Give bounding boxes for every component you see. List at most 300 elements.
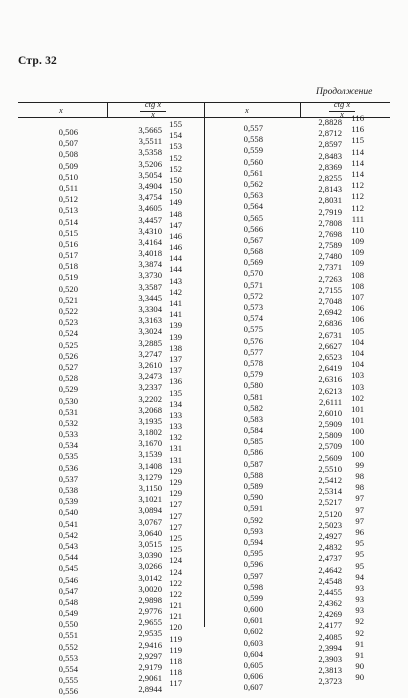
x-value: 0,546: [58, 574, 78, 585]
left-ctg-column: [120, 125, 162, 696]
x-value: 0,599: [243, 592, 263, 603]
x-value: 0,517: [58, 250, 78, 261]
x-value: 0,540: [58, 507, 78, 518]
right-x-column: [225, 123, 263, 694]
difference-value: 116: [351, 124, 364, 135]
x-value: 0,513: [58, 205, 78, 216]
difference-value: 125: [169, 532, 182, 543]
x-value: 0,569: [243, 257, 263, 268]
difference-value: 109: [351, 236, 364, 247]
ctg-value: 2,6010: [318, 407, 342, 418]
difference-value: 144: [169, 253, 182, 264]
ctg-value: 2,9416: [138, 639, 162, 650]
x-value: 0,582: [243, 402, 263, 413]
x-value: 0,576: [243, 335, 263, 346]
x-value: 0,533: [58, 429, 78, 440]
x-value: 0,509: [58, 160, 78, 171]
difference-value: 127: [169, 510, 182, 521]
x-value: 0,510: [58, 171, 78, 182]
x-value: 0,541: [58, 518, 78, 529]
ctg-value: 2,6942: [318, 307, 342, 318]
x-value: 0,572: [243, 290, 263, 301]
difference-value: 152: [169, 163, 182, 174]
x-value: 0,568: [243, 246, 263, 257]
difference-value: 107: [351, 292, 364, 302]
ctg-value: 3,4018: [138, 248, 162, 259]
ctg-value: 2,5609: [318, 452, 342, 463]
x-value: 0,580: [243, 380, 263, 391]
difference-value: 95: [355, 549, 364, 560]
ctg-value: 2,9655: [138, 617, 162, 628]
right-x-header: x: [245, 105, 249, 115]
ctg-value: 3,4310: [138, 225, 162, 236]
ctg-value: 2,5412: [318, 475, 342, 485]
difference-value: 139: [169, 320, 182, 331]
difference-value: 104: [351, 359, 364, 370]
ctg-value: 2,9297: [138, 650, 162, 661]
ctg-value: 2,3994: [318, 642, 342, 653]
ctg-value: 2,3813: [318, 665, 342, 676]
difference-value: 93: [355, 582, 364, 593]
ctg-value: 2,7698: [318, 228, 342, 239]
x-value: 0,583: [243, 413, 263, 424]
ctg-value: 2,4642: [318, 564, 342, 575]
difference-value: 149: [169, 197, 182, 208]
ctg-value: 3,5665: [138, 125, 162, 135]
difference-value: 124: [169, 566, 182, 577]
ctg-value: 2,7919: [318, 206, 342, 217]
x-value: 0,584: [243, 425, 263, 436]
x-value: 0,516: [58, 238, 78, 249]
ctg-value: 2,4548: [318, 575, 342, 586]
ctg-value: 2,3903: [318, 654, 342, 664]
ctg-value: 2,4455: [318, 586, 342, 597]
ctg-value: 2,5909: [318, 419, 342, 430]
difference-value: 95: [355, 560, 364, 571]
x-value: 0,554: [58, 664, 78, 674]
x-value: 0,601: [243, 615, 263, 626]
x-value: 0,570: [243, 268, 263, 279]
x-value: 0,587: [243, 458, 263, 469]
x-value: 0,526: [58, 350, 78, 361]
difference-value: 137: [169, 365, 182, 376]
column-separator-middle: [204, 102, 205, 627]
x-value: 0,560: [243, 156, 263, 167]
x-value: 0,521: [58, 294, 78, 305]
ctg-value: 3,2202: [138, 393, 162, 404]
ctg-value: 2,6213: [318, 385, 342, 396]
difference-value: 101: [351, 415, 364, 426]
difference-value: 93: [355, 605, 364, 616]
ctg-value: 2,7589: [318, 240, 342, 251]
x-value: 0,603: [243, 637, 263, 648]
x-value: 0,557: [243, 123, 263, 133]
difference-value: 131: [169, 454, 182, 465]
x-value: 0,529: [58, 384, 78, 395]
difference-value: 108: [351, 280, 364, 291]
difference-value: 120: [169, 622, 182, 633]
difference-value: 146: [169, 242, 182, 253]
ctg-value: 3,5206: [138, 158, 162, 169]
ctg-value: 3,3587: [138, 281, 162, 292]
x-value: 0,528: [58, 373, 78, 384]
x-value: 0,519: [58, 272, 78, 283]
ctg-value: 2,3723: [318, 676, 342, 687]
ctg-value: 2,8483: [318, 150, 342, 161]
x-value: 0,534: [58, 440, 78, 451]
difference-value: 118: [169, 656, 182, 666]
x-value: 0,604: [243, 648, 263, 659]
difference-value: 141: [169, 298, 182, 308]
ctg-value: 2,5314: [318, 486, 342, 497]
difference-value: 152: [169, 152, 182, 163]
difference-value: 99: [355, 459, 364, 470]
difference-value: 133: [169, 421, 182, 432]
difference-value: 101: [351, 403, 364, 414]
ctg-value: 3,0767: [138, 516, 162, 527]
x-value: 0,581: [243, 391, 263, 402]
ctg-value: 2,7155: [318, 284, 342, 295]
x-value: 0,567: [243, 234, 263, 245]
x-value: 0,579: [243, 369, 263, 380]
left-x-header: x: [59, 105, 63, 115]
ctg-value: 2,8828: [318, 117, 342, 127]
difference-value: 141: [169, 309, 182, 320]
ctg-value: 2,8031: [318, 195, 342, 206]
column-separator-right: [300, 102, 301, 118]
x-value: 0,591: [243, 503, 263, 514]
ctg-value: 2,8143: [318, 184, 342, 195]
x-value: 0,535: [58, 451, 78, 462]
difference-value: 127: [169, 521, 182, 532]
ctg-value: 2,7371: [318, 262, 342, 273]
difference-value: 144: [169, 264, 182, 275]
difference-value: 109: [351, 258, 364, 269]
x-value: 0,531: [58, 406, 78, 417]
difference-value: 146: [169, 230, 182, 241]
page-number: Стр. 32: [18, 55, 57, 67]
difference-value: 150: [169, 186, 182, 197]
difference-value: 114: [351, 157, 364, 168]
ctg-value: 2,6627: [318, 340, 342, 351]
difference-value: 100: [351, 437, 364, 448]
x-value: 0,548: [58, 596, 78, 607]
difference-value: 97: [355, 504, 364, 515]
right-diff-column: [346, 113, 364, 684]
ctg-value: 3,3024: [138, 326, 162, 337]
difference-value: 91: [355, 638, 364, 649]
x-value: 0,558: [243, 134, 263, 145]
difference-value: 116: [351, 113, 364, 123]
difference-value: 138: [169, 342, 182, 353]
difference-value: 108: [351, 269, 364, 280]
x-value: 0,543: [58, 540, 78, 551]
x-value: 0,550: [58, 619, 78, 630]
x-value: 0,555: [58, 675, 78, 686]
x-value: 0,600: [243, 604, 263, 615]
x-value: 0,545: [58, 563, 78, 574]
ctg-value: 2,8712: [318, 128, 342, 139]
ctg-value: 3,2885: [138, 337, 162, 348]
x-value: 0,552: [58, 641, 78, 652]
ctg-value: 3,3874: [138, 259, 162, 270]
ctg-value: 2,8369: [318, 161, 342, 172]
x-value: 0,592: [243, 514, 263, 525]
ctg-value: 3,3730: [138, 270, 162, 281]
x-value: 0,602: [243, 626, 263, 637]
difference-value: 119: [169, 633, 182, 644]
ctg-value: 3,2610: [138, 359, 162, 370]
difference-value: 132: [169, 432, 182, 443]
x-value: 0,607: [243, 682, 263, 693]
x-value: 0,506: [58, 127, 78, 137]
ctg-value: 2,4737: [318, 553, 342, 564]
ctg-value: 3,5358: [138, 147, 162, 158]
difference-value: 98: [355, 471, 364, 481]
x-value: 0,566: [243, 223, 263, 234]
x-value: 0,586: [243, 447, 263, 458]
x-value: 0,539: [58, 496, 78, 507]
difference-value: 106: [351, 314, 364, 325]
difference-value: 117: [169, 678, 182, 689]
difference-value: 142: [169, 286, 182, 297]
difference-value: 92: [355, 616, 364, 627]
difference-value: 129: [169, 477, 182, 487]
ctg-value: 2,4832: [318, 542, 342, 553]
ctg-value: 2,9776: [138, 606, 162, 617]
difference-value: 94: [355, 571, 364, 582]
difference-value: 103: [351, 381, 364, 392]
difference-value: 122: [169, 577, 182, 588]
x-value: 0,551: [58, 630, 78, 641]
ctg-value: 2,5510: [318, 463, 342, 474]
difference-value: 112: [351, 180, 364, 191]
x-value: 0,564: [243, 201, 263, 212]
x-value: 0,522: [58, 306, 78, 316]
ctg-value: 2,6316: [318, 374, 342, 385]
continuation-label: Продолжение: [316, 87, 373, 97]
ctg-value: 2,9179: [138, 662, 162, 672]
ctg-value: 2,4177: [318, 620, 342, 631]
x-value: 0,562: [243, 178, 263, 189]
ctg-value: 3,2473: [138, 371, 162, 382]
x-value: 0,596: [243, 559, 263, 570]
x-value: 0,565: [243, 212, 263, 223]
ctg-value: 3,4457: [138, 214, 162, 225]
ctg-value: 2,5809: [318, 430, 342, 441]
difference-value: 121: [169, 611, 182, 622]
x-value: 0,530: [58, 395, 78, 406]
left-diff-column: [164, 119, 182, 690]
difference-value: 133: [169, 409, 182, 420]
difference-value: 112: [351, 191, 364, 202]
difference-value: 92: [355, 627, 364, 638]
difference-value: 114: [351, 146, 364, 157]
ctg-value: 3,3163: [138, 315, 162, 326]
x-value: 0,507: [58, 138, 78, 149]
x-value: 0,525: [58, 339, 78, 350]
x-value: 0,559: [243, 145, 263, 156]
ctg-value: 3,4754: [138, 192, 162, 203]
right-ctg-column: [300, 117, 342, 688]
ctg-value: 3,1279: [138, 471, 162, 482]
x-value: 0,536: [58, 462, 78, 473]
difference-value: 97: [355, 515, 364, 526]
ctg-value: 2,6731: [318, 329, 342, 340]
x-value: 0,605: [243, 660, 263, 670]
ctg-value: 2,5217: [318, 497, 342, 508]
x-value: 0,595: [243, 548, 263, 559]
x-value: 0,523: [58, 317, 78, 328]
x-value: 0,537: [58, 473, 78, 484]
difference-value: 110: [351, 224, 364, 235]
ctg-value: 3,0640: [138, 527, 162, 538]
x-value: 0,538: [58, 485, 78, 495]
ctg-value: 3,1802: [138, 427, 162, 438]
ctg-value: 2,4927: [318, 530, 342, 541]
x-value: 0,588: [243, 469, 263, 480]
difference-value: 109: [351, 247, 364, 258]
difference-value: 154: [169, 130, 182, 141]
difference-value: 129: [169, 488, 182, 499]
x-value: 0,573: [243, 302, 263, 312]
ctg-value: 2,5709: [318, 441, 342, 452]
ctg-value: 3,3304: [138, 304, 162, 314]
ctg-value: 3,5054: [138, 169, 162, 180]
x-value: 0,593: [243, 525, 263, 536]
difference-value: 122: [169, 588, 182, 599]
column-separator-left: [107, 102, 108, 118]
difference-value: 100: [351, 448, 364, 459]
ctg-value: 3,0515: [138, 538, 162, 549]
x-value: 0,524: [58, 328, 78, 339]
difference-value: 125: [169, 544, 182, 555]
difference-value: 137: [169, 353, 182, 364]
x-value: 0,512: [58, 194, 78, 205]
difference-value: 93: [355, 594, 364, 605]
ctg-value: 2,7480: [318, 251, 342, 262]
difference-value: 106: [351, 303, 364, 314]
right-ctg-denominator: x: [340, 109, 344, 119]
ctg-value: 2,9061: [138, 673, 162, 684]
ctg-value: 3,5511: [138, 136, 162, 147]
ctg-value: 2,6523: [318, 351, 342, 362]
ctg-value: 3,2068: [138, 404, 162, 415]
ctg-value: 3,2337: [138, 382, 162, 393]
x-value: 0,606: [243, 671, 263, 682]
difference-value: 102: [351, 392, 364, 403]
difference-value: 95: [355, 538, 364, 549]
difference-value: 118: [169, 667, 182, 678]
ctg-value: 3,0142: [138, 572, 162, 583]
x-value: 0,598: [243, 581, 263, 592]
ctg-value: 3,1408: [138, 460, 162, 471]
difference-value: 103: [351, 370, 364, 381]
difference-value: 98: [355, 482, 364, 493]
ctg-value: 3,0894: [138, 505, 162, 516]
difference-value: 147: [169, 219, 182, 230]
left-ctg-denominator: x: [151, 109, 155, 119]
ctg-value: 3,0266: [138, 561, 162, 572]
difference-value: 96: [355, 526, 364, 537]
difference-value: 136: [169, 376, 182, 387]
x-value: 0,542: [58, 529, 78, 540]
difference-value: 90: [355, 661, 364, 672]
ctg-value: 2,7263: [318, 273, 342, 284]
difference-value: 100: [351, 426, 364, 437]
ctg-value: 3,4164: [138, 236, 162, 247]
ctg-value: 3,4904: [138, 180, 162, 191]
ctg-value: 2,6111: [319, 396, 342, 407]
ctg-value: 3,0390: [138, 550, 162, 561]
x-value: 0,527: [58, 361, 78, 372]
ctg-value: 2,7808: [318, 217, 342, 228]
ctg-value: 3,2747: [138, 348, 162, 359]
x-value: 0,561: [243, 167, 263, 178]
x-value: 0,549: [58, 608, 78, 619]
difference-value: 127: [169, 499, 182, 510]
difference-value: 91: [355, 650, 364, 660]
difference-value: 112: [351, 202, 364, 213]
difference-value: 131: [169, 443, 182, 454]
x-value: 0,518: [58, 261, 78, 272]
difference-value: 150: [169, 174, 182, 185]
difference-value: 97: [355, 493, 364, 504]
ctg-value: 3,3445: [138, 292, 162, 303]
left-x-column: [40, 127, 78, 698]
x-value: 0,515: [58, 227, 78, 238]
x-value: 0,563: [243, 190, 263, 201]
difference-value: 104: [351, 336, 364, 347]
ctg-value: 2,9535: [138, 628, 162, 639]
difference-value: 155: [169, 119, 182, 129]
x-value: 0,547: [58, 585, 78, 596]
x-value: 0,508: [58, 149, 78, 160]
ctg-value: 3,1150: [138, 483, 162, 493]
ctg-value: 2,8597: [318, 139, 342, 150]
ctg-value: 3,1670: [138, 438, 162, 449]
x-value: 0,597: [243, 570, 263, 581]
difference-value: 121: [169, 600, 182, 611]
difference-value: 104: [351, 347, 364, 358]
x-value: 0,556: [58, 686, 78, 697]
difference-value: 143: [169, 275, 182, 286]
x-value: 0,577: [243, 346, 263, 357]
difference-value: 139: [169, 331, 182, 342]
ctg-value: 3,1539: [138, 449, 162, 460]
ctg-value: 2,9898: [138, 594, 162, 605]
difference-value: 115: [351, 135, 364, 146]
ctg-value: 3,0020: [138, 583, 162, 594]
difference-value: 153: [169, 141, 182, 152]
x-value: 0,544: [58, 552, 78, 563]
ctg-value: 2,8255: [318, 172, 342, 183]
right-ctg-numerator: ctg x: [333, 99, 351, 109]
ctg-value: 3,1021: [138, 494, 162, 505]
difference-value: 119: [169, 644, 182, 655]
ctg-value: 2,5023: [318, 519, 342, 530]
x-value: 0,532: [58, 417, 78, 428]
difference-value: 148: [169, 208, 182, 219]
difference-value: 135: [169, 387, 182, 398]
x-value: 0,571: [243, 279, 263, 290]
ctg-value: 3,4605: [138, 203, 162, 214]
x-value: 0,594: [243, 536, 263, 547]
difference-value: 129: [169, 465, 182, 476]
ctg-value: 2,7048: [318, 296, 342, 306]
difference-value: 90: [355, 672, 364, 683]
ctg-value: 2,8944: [138, 684, 162, 695]
